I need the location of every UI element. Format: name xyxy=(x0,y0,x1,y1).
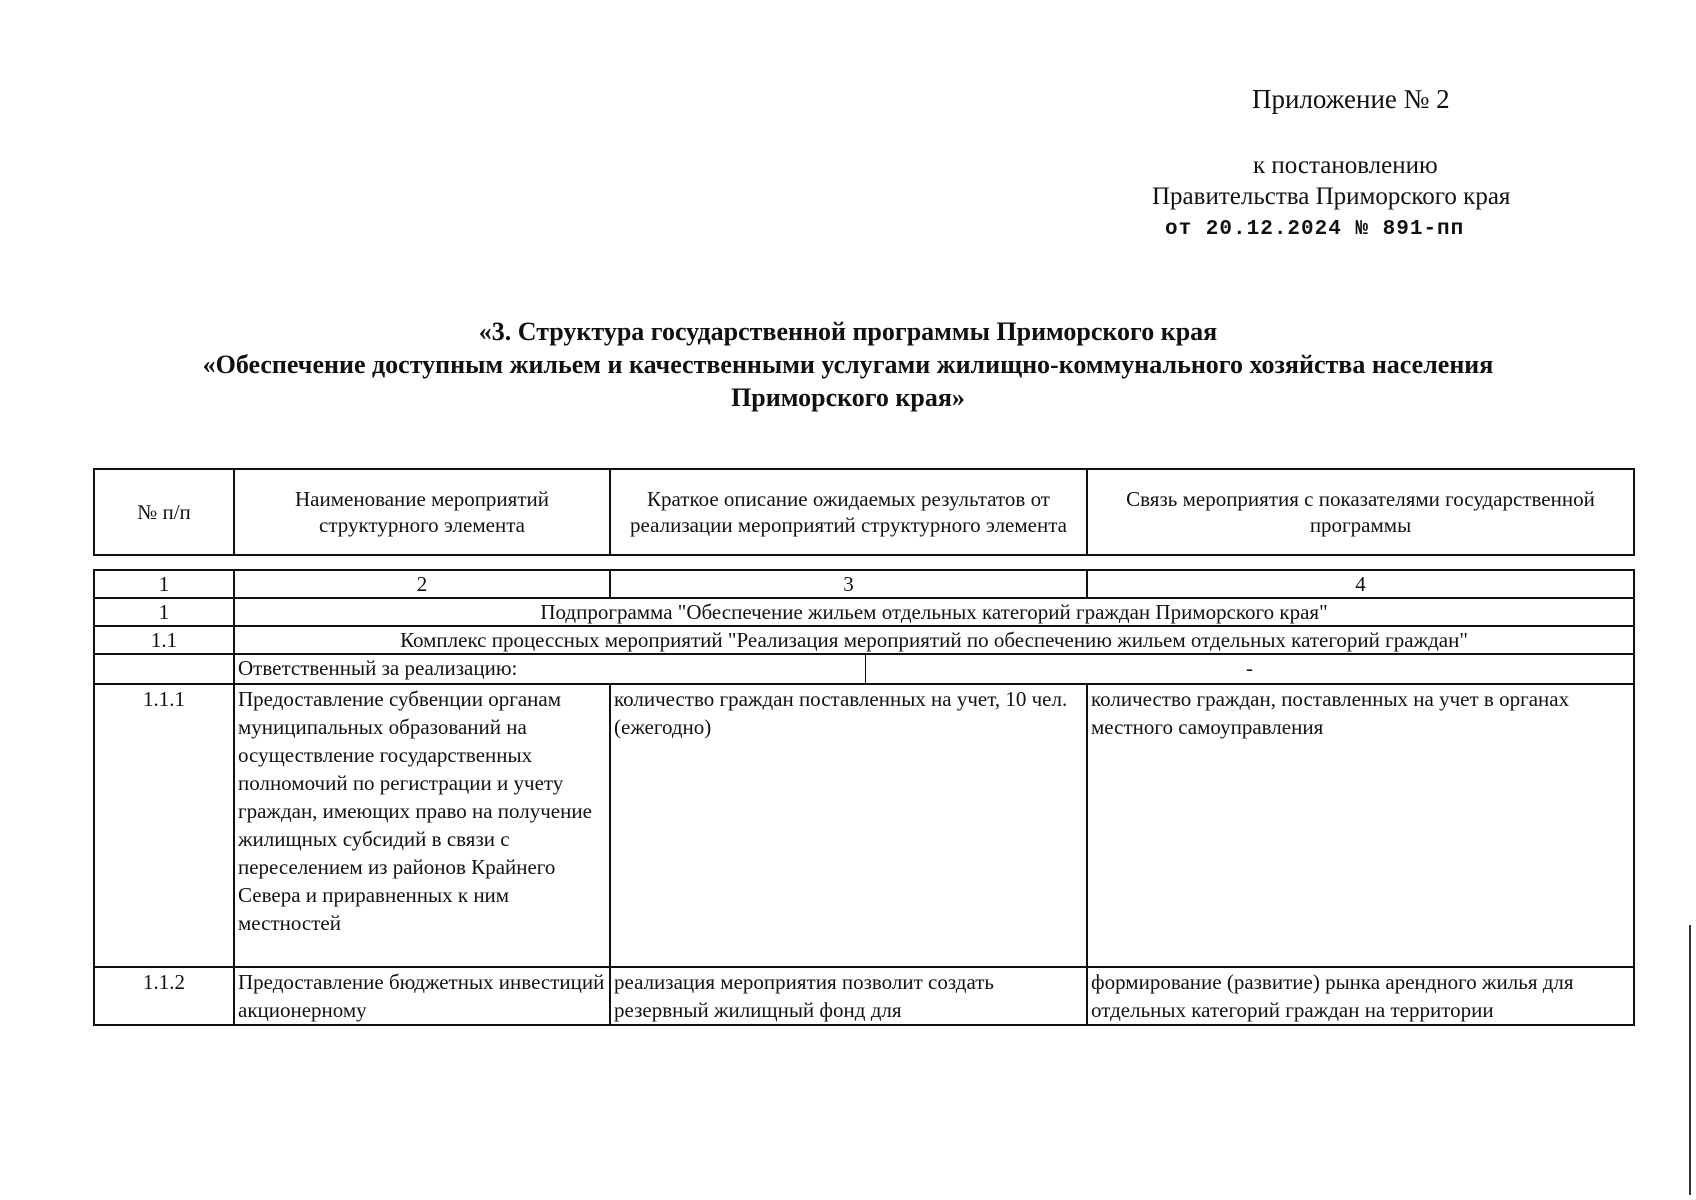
header-number: № п/п xyxy=(94,469,234,555)
row-indicator: формирование (развитие) рынка арендного жилья для отдельных категорий граждан на территории xyxy=(1087,967,1634,1025)
title-line-3: Приморского края» xyxy=(731,383,965,412)
responsible-number-cell xyxy=(94,654,234,684)
title-line-2: «Обеспечение доступным жильем и качественными услугами жилищно-коммунального хозяйства населения xyxy=(202,350,1494,379)
row-indicator: количество граждан, поставленных на учет в органах местного самоуправления xyxy=(1087,684,1634,967)
column-number-4: 4 xyxy=(1087,570,1634,598)
document-title xyxy=(140,315,1556,414)
column-number-3: 3 xyxy=(610,570,1087,598)
row-number: 1.1.2 xyxy=(94,967,234,1025)
structure-table xyxy=(93,569,1635,1026)
responsible-cell xyxy=(234,654,1634,684)
scan-edge-line xyxy=(1689,925,1691,1195)
row-number: 1.1.1 xyxy=(94,684,234,967)
responsible-value: - xyxy=(1246,656,1253,680)
table-row xyxy=(94,967,1634,1025)
table-row xyxy=(94,684,1634,967)
column-number-2: 2 xyxy=(234,570,610,598)
title-line-1: «3. Структура государственной программы Приморского края xyxy=(478,317,1218,346)
responsible-row xyxy=(94,654,1634,684)
row-expected-result: количество граждан поставленных на учет, 10 чел. (ежегодно) xyxy=(610,684,1087,967)
subprogram-number: 1 xyxy=(94,598,234,626)
row-activity-name: Предоставление субвенции органам муниципальных образований на осуществление государственных полномочий по регистрации и учету граждан, имеющих право на получение жилищных субсидий в связи с переселением из районов Крайнего Севера и приравненных к ним местностей xyxy=(234,684,610,967)
subprogram-title: Подпрограмма "Обеспечение жильем отдельных категорий граждан Приморского края" xyxy=(234,598,1634,626)
to-resolution-label: к постановлению xyxy=(1253,152,1438,179)
appendix-label: Приложение № 2 xyxy=(1252,84,1450,114)
row-activity-name: Предоставление бюджетных инвестиций акционерному xyxy=(234,967,610,1025)
government-label: Правительства Приморского края xyxy=(1152,183,1511,210)
column-number-1: 1 xyxy=(94,570,234,598)
complex-number: 1.1 xyxy=(94,626,234,654)
header-activity-name: Наименование мероприятий структурного элемента xyxy=(234,469,610,555)
resolution-date-number: от 20.12.2024 № 891-пп xyxy=(1165,218,1465,241)
row-expected-result: реализация мероприятия позволит создать резервный жилищный фонд для xyxy=(610,967,1087,1025)
header-expected-results: Краткое описание ожидаемых результатов от реализации мероприятий структурного элемента xyxy=(610,469,1087,555)
header-indicators-link: Связь мероприятия с показателями государственной программы xyxy=(1087,469,1634,555)
responsible-label: Ответственный за реализацию: xyxy=(235,655,866,683)
complex-title: Комплекс процессных мероприятий "Реализация мероприятий по обеспечению жильем отдельных категорий граждан" xyxy=(234,626,1634,654)
header-table xyxy=(93,468,1635,556)
